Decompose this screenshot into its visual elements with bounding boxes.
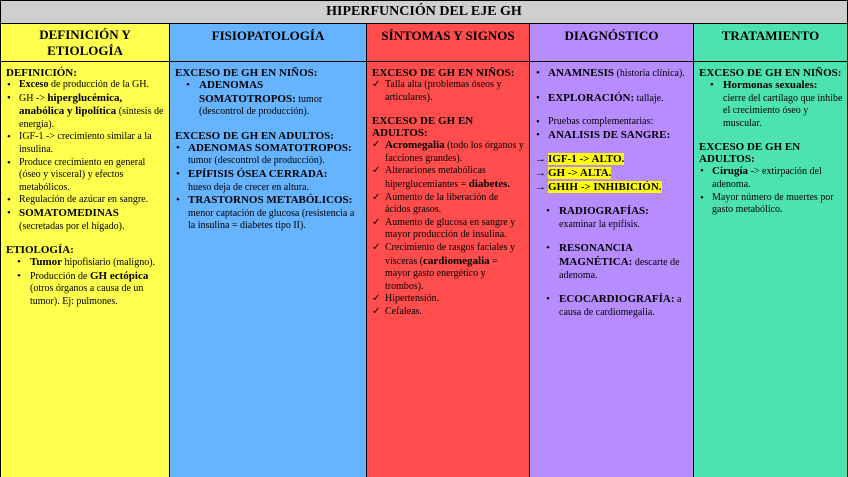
result-item: → IGF-1 -> ALTO. xyxy=(535,153,689,167)
column-header-tratamiento: TRATAMIENTO xyxy=(694,24,847,62)
column-definicion xyxy=(0,24,170,477)
list-item: • SOMATOMEDINAS (secretadas por el hígado). xyxy=(6,207,165,233)
list-item: • ANALISIS DE SANGRE: xyxy=(535,129,689,143)
list-item: ✓ Alteraciones metabólicas hiperglucemiantes = diabetes. xyxy=(372,165,525,191)
diagnostico-list-3 xyxy=(535,116,689,142)
header-line-2: ETIOLOGÍA xyxy=(47,43,123,58)
column-sintomas xyxy=(367,24,530,477)
note-text: hueso deja de crecer en altura. xyxy=(188,181,310,193)
adultos-list xyxy=(699,165,843,216)
list-item: • Produce crecimiento en general (óseo y visceral) y efectos metabólicos. xyxy=(6,157,165,195)
list-item: • Hormonas sexuales: xyxy=(699,79,843,93)
column-header-fisiopatologia: FISIOPATOLOGÍA xyxy=(170,24,366,62)
list-item: • Regulación de azúcar en sangre. xyxy=(6,194,165,207)
list-item: ✓ Aumento de glucosa en sangre y mayor producción de insulina. xyxy=(372,217,525,242)
section-title-definicion: DEFINICIÓN: xyxy=(6,67,77,79)
diagnostico-list-4 xyxy=(535,205,689,219)
list-item: ✓ Crecimiento de rasgos faciales y vísceras (cardiomegalia = mayor gasto energético y trombos). xyxy=(372,242,525,293)
adultos-list-2 xyxy=(175,168,362,182)
diagnostico-list-6 xyxy=(535,293,689,319)
list-item: • Producción de GH ectópica (otros órganos a causa de un tumor). Ej: pulmones. xyxy=(6,270,165,309)
list-item: • ECOCARDIOGRAFÍA: a causa de cardiomegalia. xyxy=(535,293,689,319)
column-header-definicion xyxy=(1,24,169,62)
list-item: • GH -> hiperglucémica, anabólica y lipolítica (síntesis de energía). xyxy=(6,92,165,132)
note-text: cierre del cartílago que inhibe el crecimiento óseo y muscular. xyxy=(723,92,843,129)
ninos-list xyxy=(699,79,843,93)
list-item: • RESONANCIA MAGNÉTICA: descarte de adenoma. xyxy=(535,242,689,282)
list-item: • Cirugía -> extirpación del adenoma. xyxy=(699,165,843,191)
list-item: • Tumor hipofisiario (maligno). xyxy=(6,256,165,270)
etiologia-list xyxy=(6,256,165,308)
definicion-list xyxy=(6,79,165,233)
column-fisiopatologia xyxy=(170,24,367,477)
list-item: • TRASTORNOS METABÓLICOS: xyxy=(175,194,362,208)
column-tratamiento xyxy=(694,24,848,477)
list-item: ✓ Hipertensión. xyxy=(372,293,525,306)
column-diagnostico xyxy=(530,24,694,477)
list-item: • EXPLORACIÓN: tallaje. xyxy=(535,92,689,106)
list-item: ✓ Aumento de la liberación de ácidos grasos. xyxy=(372,192,525,217)
section-title-adultos: EXCESO DE GH EN ADULTOS: xyxy=(372,115,474,140)
section-title-ninos: EXCESO DE GH EN NIÑOS: xyxy=(175,67,318,79)
list-item: • Mayor número de muertes por gasto metabólico. xyxy=(699,192,843,217)
section-title-adultos: EXCESO DE GH EN ADULTOS: xyxy=(699,141,801,166)
list-item: • ADENOMAS SOMATOTROPOS: tumor xyxy=(175,79,362,106)
analisis-results xyxy=(535,153,689,194)
list-item: ✓ Cefaleas. xyxy=(372,306,525,319)
diagnostico-list-2 xyxy=(535,92,689,106)
note-text: examinar la epífisis. xyxy=(559,218,640,230)
ninos-list xyxy=(372,79,525,104)
ninos-list xyxy=(175,79,362,106)
column-header-sintomas: SÍNTOMAS Y SIGNOS xyxy=(367,24,529,62)
section-title-ninos: EXCESO DE GH EN NIÑOS: xyxy=(699,67,842,79)
list-item: • ADENOMAS SOMATOTROPOS: xyxy=(175,142,362,156)
result-item: → GH -> ALTA. xyxy=(535,167,689,181)
list-item: • Pruebas complementarias: xyxy=(535,116,689,129)
table-title: HIPERFUNCIÓN DEL EJE GH xyxy=(0,0,848,24)
adultos-list-3 xyxy=(175,194,362,208)
adultos-list xyxy=(175,142,362,156)
column-header-diagnostico: DIAGNÓSTICO xyxy=(530,24,693,62)
adultos-list xyxy=(372,139,525,318)
list-item: ✓ Acromegalia (todo los órganos y facciones grandes). xyxy=(372,139,525,165)
list-item: • RADIOGRAFÍAS: xyxy=(535,205,689,219)
note-text: (descontrol de producción). xyxy=(199,106,310,118)
list-item: • Exceso de producción de la GH. xyxy=(6,79,165,92)
list-item: • EPÍFISIS ÓSEA CERRADA: xyxy=(175,168,362,182)
section-title-adultos: EXCESO DE GH EN ADULTOS: xyxy=(175,129,334,142)
diagnostico-list-5 xyxy=(535,242,689,282)
diagnostico-list xyxy=(535,67,689,81)
section-title-ninos: EXCESO DE GH EN NIÑOS: xyxy=(372,67,515,79)
result-item: → GHIH -> INHIBICIÓN. xyxy=(535,181,689,195)
list-item: • IGF-1 -> crecimiento similar a la insulina. xyxy=(6,131,165,156)
list-item: ✓ Talla alta (problemas óseos y articulares). xyxy=(372,79,525,104)
header-line-1: DEFINICIÓN Y xyxy=(39,27,131,42)
note-text: menor captación de glucosa (resistencia a la insulina = diabetes tipo II). xyxy=(188,207,355,232)
note-text: tumor (descontrol de producción). xyxy=(188,155,325,167)
list-item: • ANAMNESIS (historia clínica). xyxy=(535,67,689,81)
section-title-etiologia: ETIOLOGÍA: xyxy=(6,244,74,257)
